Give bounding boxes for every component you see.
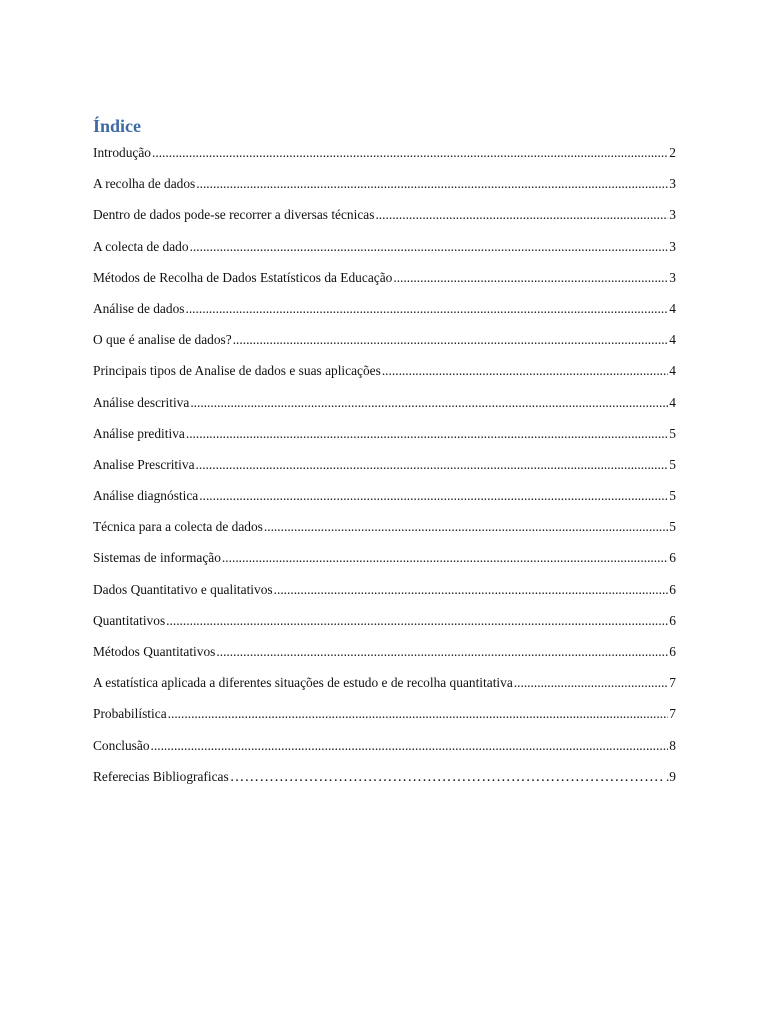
toc-entry-label: Dentro de dados pode-se recorrer a diversas técnicas xyxy=(93,207,375,223)
toc-entry-page: 8 xyxy=(669,737,676,753)
toc-leader xyxy=(382,362,668,380)
toc-entry[interactable] xyxy=(93,581,676,612)
toc-entry-label: Introdução xyxy=(93,145,152,160)
toc-leader xyxy=(393,269,668,287)
toc-leader xyxy=(196,175,668,193)
toc-entry[interactable] xyxy=(93,175,676,206)
toc-entry[interactable] xyxy=(93,206,676,237)
toc-leader xyxy=(375,206,668,224)
toc-entry-label: Análise diagnóstica xyxy=(93,488,199,504)
toc-entry-page: 2 xyxy=(669,145,676,160)
toc-entry-label: Análise de dados xyxy=(93,300,185,316)
toc-entry-label: Principais tipos de Analise de dados e suas aplicações xyxy=(93,363,381,379)
toc-entry[interactable] xyxy=(93,737,676,768)
toc-entry[interactable] xyxy=(93,643,676,674)
toc-entry[interactable] xyxy=(93,300,676,331)
toc-entry-page: 4 xyxy=(669,332,676,348)
toc-leader xyxy=(190,394,668,412)
toc-entry[interactable] xyxy=(93,269,676,300)
toc-entry-label: A colecta de dado xyxy=(93,238,189,254)
toc-leader xyxy=(186,425,668,443)
toc-entry-page: 4 xyxy=(669,363,676,379)
toc-entry-page: 4 xyxy=(669,394,676,410)
toc-entry-label: Conclusão xyxy=(93,737,150,753)
toc-entry[interactable] xyxy=(93,456,676,487)
toc-leader xyxy=(166,612,668,630)
toc-entry[interactable] xyxy=(93,238,676,269)
toc-entry-page: 6 xyxy=(669,644,676,659)
toc-entry-page: 5 xyxy=(669,425,676,441)
toc-leader xyxy=(168,705,669,723)
toc-entry[interactable] xyxy=(93,362,676,393)
toc-entry-page: 5 xyxy=(669,519,676,535)
toc-entry-page: 3 xyxy=(669,269,676,285)
toc-leader xyxy=(222,549,668,567)
toc-entry[interactable] xyxy=(93,674,676,705)
toc-entry-label: A recolha de dados xyxy=(93,176,196,192)
toc-entry-page: 6 xyxy=(669,581,676,597)
toc-leader xyxy=(216,643,668,661)
toc-entry-label: Dados Quantitativo e qualitativos xyxy=(93,581,273,597)
toc-entry-label: Técnica para a colecta de dados xyxy=(93,519,263,535)
toc-leader xyxy=(230,768,665,786)
toc-entry-label: Analise Prescritiva xyxy=(93,456,195,472)
toc-leader xyxy=(264,518,668,536)
toc-entry-page: 5 xyxy=(669,488,676,504)
toc-entry-label: Análise preditiva xyxy=(93,425,185,441)
document-page xyxy=(93,114,676,799)
toc-leader xyxy=(199,487,668,505)
toc-list xyxy=(93,144,676,799)
toc-entry-label: Quantitativos xyxy=(93,612,166,628)
toc-entry-label: A estatística aplicada a diferentes situações de estudo e de recolha quantitativa xyxy=(93,675,513,691)
toc-leader xyxy=(196,456,669,474)
toc-entry-page: 3 xyxy=(669,207,676,223)
toc-entry[interactable] xyxy=(93,394,676,425)
toc-entry-page: .9 xyxy=(665,768,676,784)
toc-entry[interactable] xyxy=(93,331,676,362)
toc-entry[interactable] xyxy=(93,768,676,799)
toc-leader xyxy=(185,300,668,318)
toc-title: Índice xyxy=(93,116,142,136)
toc-entry-page: 3 xyxy=(669,176,676,192)
toc-entry[interactable] xyxy=(93,705,676,736)
toc-entry[interactable] xyxy=(93,518,676,549)
toc-leader xyxy=(152,144,668,162)
toc-entry-page: 6 xyxy=(669,612,676,628)
toc-entry-label: Análise descritiva xyxy=(93,394,190,410)
toc-leader xyxy=(233,331,669,349)
toc-entry-label: Probabilística xyxy=(93,706,167,722)
toc-leader xyxy=(151,737,669,755)
toc-leader xyxy=(514,674,669,692)
toc-entry-page: 3 xyxy=(669,238,676,254)
toc-entry-label: Métodos Quantitativos xyxy=(93,644,216,659)
toc-entry-page: 4 xyxy=(669,300,676,316)
toc-entry[interactable] xyxy=(93,487,676,518)
toc-entry-label: O que é analise de dados? xyxy=(93,332,232,348)
toc-entry-page: 5 xyxy=(669,456,676,472)
toc-leader xyxy=(190,238,669,256)
toc-entry[interactable] xyxy=(93,549,676,580)
toc-entry[interactable] xyxy=(93,425,676,456)
toc-entry-page: 7 xyxy=(669,675,676,691)
toc-entry-page: 6 xyxy=(669,550,676,566)
toc-leader xyxy=(274,581,669,599)
toc-entry-page: 7 xyxy=(669,706,676,722)
toc-entry-label: Sistemas de informação xyxy=(93,550,221,566)
toc-entry[interactable] xyxy=(93,612,676,643)
toc-entry-label: Referecias Bibliograficas xyxy=(93,768,229,784)
toc-entry-label: Métodos de Recolha de Dados Estatísticos da Educação xyxy=(93,269,393,285)
toc-entry[interactable] xyxy=(93,144,676,175)
